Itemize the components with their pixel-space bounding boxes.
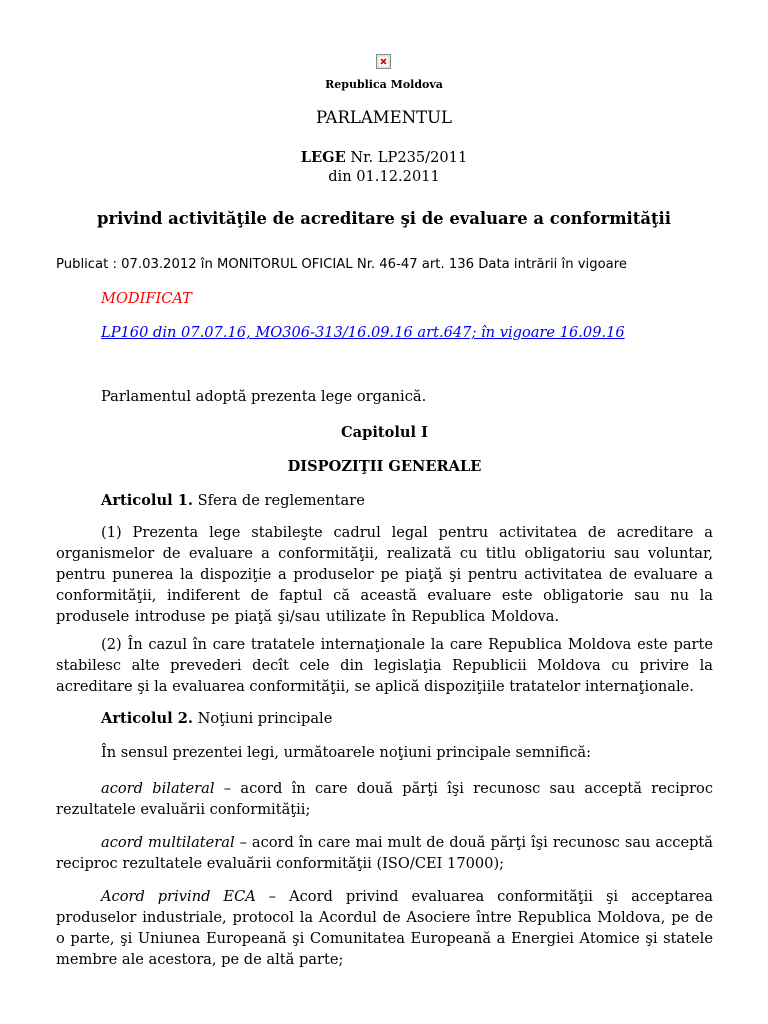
definition-acord-eca [56,886,713,970]
law-number-line [0,149,768,166]
article-1-heading [56,490,713,511]
definition-text: – Acord privind evaluarea conformităţii şi acceptarea produselor industriale, protocol la Acordul de Asociere între Republica Moldova, pe de o parte, şi Uniunea Europeană şi Comunitatea Europeană a Energiei Atomice şi statele membre ale acestora, pe de altă parte; [56,888,713,968]
definition-term: acord bilateral [101,780,215,797]
chapter-title: DISPOZIŢII GENERALE [287,458,482,475]
article-1-paragraph-2: (2) În cazul în care tratatele internaţionale la care Republica Moldova este parte stabilesc alte prevederi decît cele din legislaţia Republicii Moldova cu privire la acreditare şi la evaluarea conformităţii, se aplică dispoziţiile tratatelor internaţionale. [56,636,713,695]
country-name: Republica Moldova [325,78,443,91]
article-1-paragraph-1: (1) Prezenta lege stabileşte cadrul legal pentru activitatea de acreditare a organismelor de evaluare a conformităţii, realizată cu titlu obligatoriu sau voluntar, pentru punerea la dispoziţie a produselor pe piaţă şi pentru activitatea de evaluare a conformităţii, indiferent de faptul că această evaluare este obligatorie sau nu la produsele introduse pe piaţă şi/sau utilizate în Republica Moldova. [56,524,713,625]
modified-label: MODIFICAT [101,290,192,307]
definition-text: – acord în care mai mult de două părţi îşi recunosc sau acceptă reciproc rezultatele evaluării conformităţii (ISO/CEI 17000); [56,834,713,872]
law-date: din 01.12.2011 [328,168,440,185]
article-2-label: Articolul 2. [101,710,193,727]
broken-image-icon [376,54,391,69]
publication-info: Publicat : 07.03.2012 în MONITORUL OFICIAL Nr. 46-47 art. 136 Data intrării în vigoare [56,257,627,272]
definition-acord-multilateral [56,832,713,874]
law-title: privind activităţile de acreditare şi de evaluare a conformităţii [97,209,671,228]
definition-term: Acord privind ECA [101,888,256,905]
adoption-statement: Parlamentul adoptă prezenta lege organică. [101,388,427,405]
definition-acord-bilateral [56,778,713,820]
article-1-title: Sfera de reglementare [197,492,365,509]
chapter-number: Capitolul I [341,424,428,441]
article-2-intro: În sensul prezentei legi, următoarele noţiuni principale semnifică: [101,744,592,761]
law-number: Nr. LP235/2011 [350,149,468,166]
law-word: LEGE [300,149,346,166]
definition-text: – acord în care două părţi îşi recunosc sau acceptă reciproc rezultatele evaluării conformităţii; [56,780,714,818]
amendment-link[interactable]: LP160 din 07.07.16, MO306-313/16.09.16 art.647; în vigoare 16.09.16 [101,324,625,341]
definition-term: acord multilateral [101,834,235,851]
article-2-heading [56,708,713,729]
article-2-title: Noţiuni principale [197,710,333,727]
institution-title: PARLAMENTUL [315,108,453,127]
article-1-label: Articolul 1. [101,492,193,509]
